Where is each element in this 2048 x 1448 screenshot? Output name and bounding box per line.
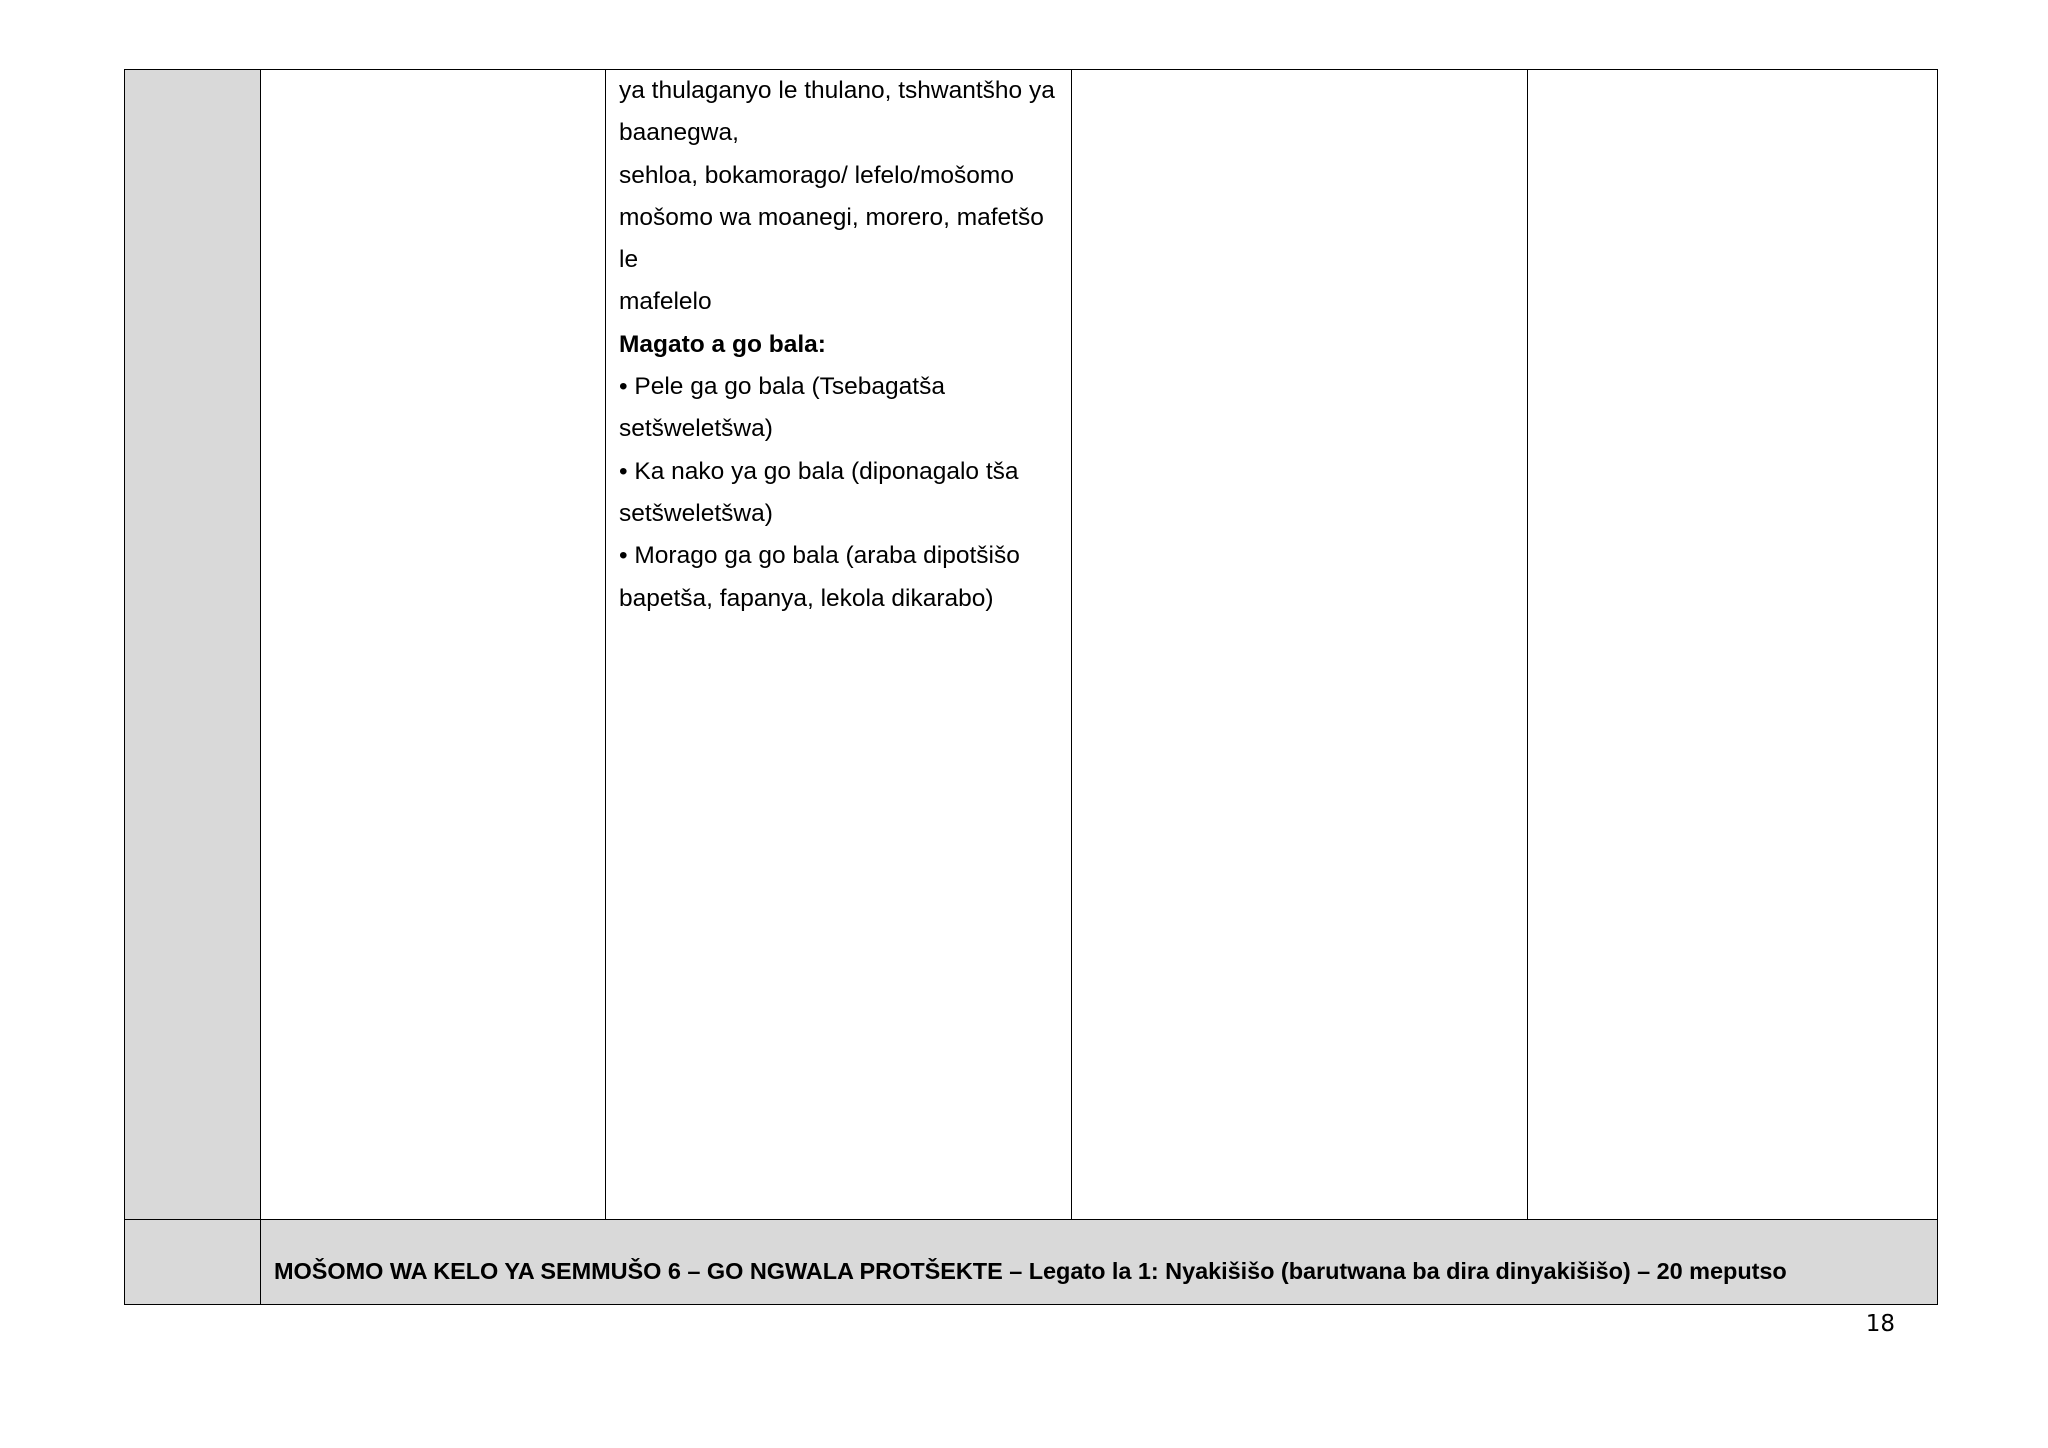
content-line: bapetša, fapanya, lekola dikarabo)	[619, 584, 994, 612]
curriculum-table	[124, 69, 1938, 1305]
table-row-content	[125, 70, 1938, 1220]
content-line: mafelelo	[619, 288, 712, 316]
content-line: • Pele ga go bala (Tsebagatša	[619, 373, 945, 401]
table-row-footer	[125, 1220, 1938, 1305]
gray-label-cell	[125, 70, 261, 1220]
content-lines	[619, 70, 1059, 620]
task-heading: MOŠOMO WA KELO YA SEMMUŠO 6 – GO NGWALA PROTŠEKTE – Legato la 1: Nyakišišo (barutwana ba dira dinyakišišo) – 20 meputso	[274, 1258, 1787, 1284]
content-line: ya thulaganyo le thulano, tshwantšho ya	[619, 77, 1055, 104]
empty-cell-3	[1072, 70, 1528, 1220]
content-line: baanegwa,	[619, 119, 739, 147]
content-line: le	[619, 246, 639, 274]
page-number: 18	[1865, 1311, 1895, 1337]
footer-cell	[261, 1220, 1938, 1305]
content-line: • Ka nako ya go bala (diponagalo tša	[619, 457, 1019, 485]
content-line: setšweletšwa)	[619, 415, 773, 443]
empty-cell-4	[1528, 70, 1938, 1220]
content-line: sehloa, bokamorago/ lefelo/mošomo	[619, 161, 1014, 189]
content-subheading: Magato a go bala:	[619, 330, 826, 358]
empty-cell-1	[261, 70, 606, 1220]
content-line: setšweletšwa)	[619, 499, 773, 527]
content-cell	[606, 70, 1072, 1220]
gray-footer-label-cell	[125, 1220, 261, 1305]
content-line: • Morago ga go bala (araba dipotšišo	[619, 542, 1020, 570]
content-line: mošomo wa moanegi, morero, mafetšo	[619, 203, 1044, 231]
